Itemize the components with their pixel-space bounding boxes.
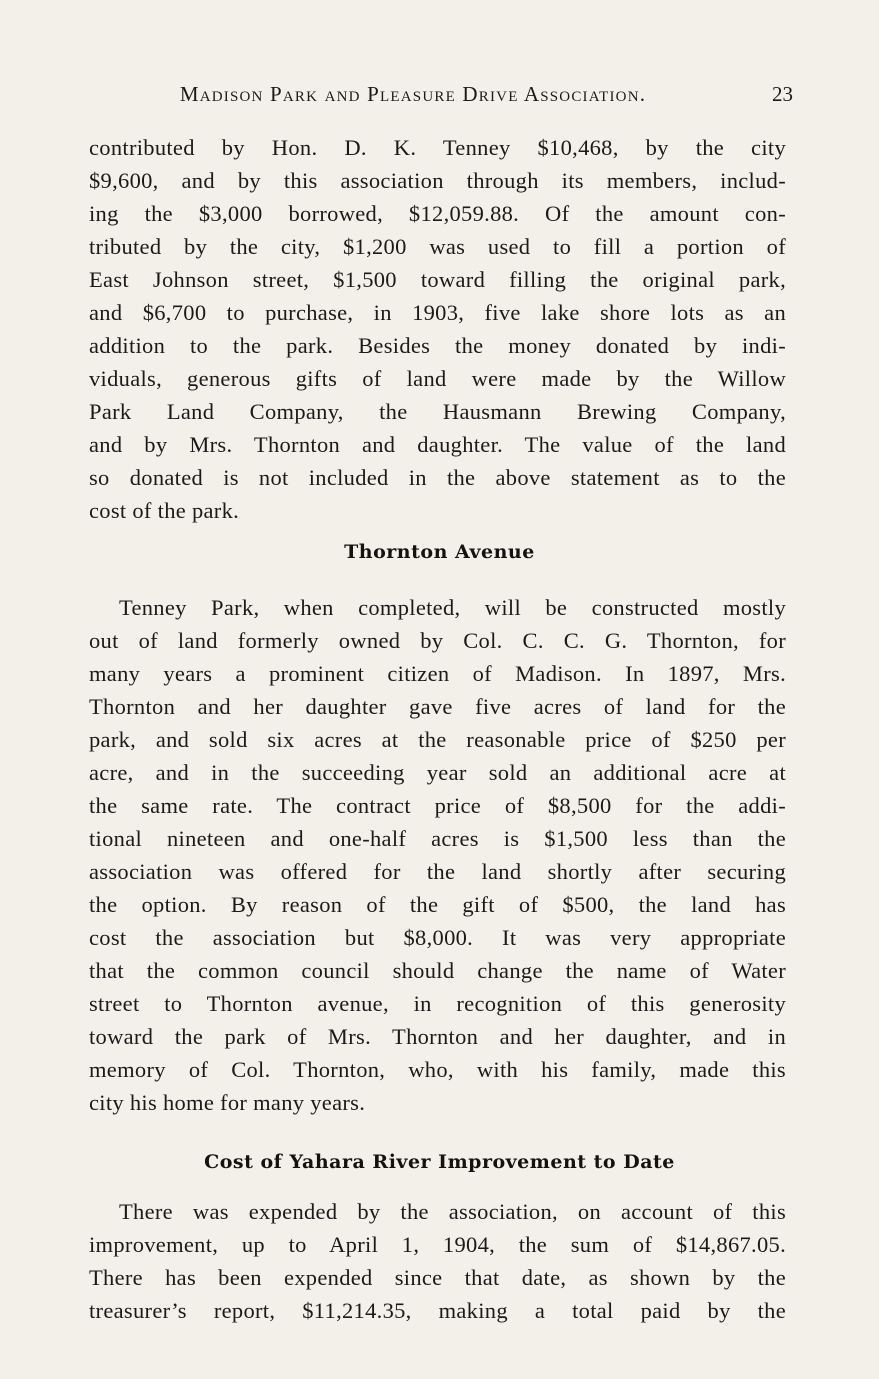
text-line: that the common council should change the name of Water [89, 958, 786, 983]
text-line: cost of the park. [89, 498, 240, 523]
text-line: and $6,700 to purchase, in 1903, five lake shore lots as an [89, 300, 786, 325]
running-title: Madison Park and Pleasure Drive Association. [179, 82, 647, 106]
text-line: the option. By reason of the gift of $500, the land has [89, 892, 786, 917]
text-line: $9,600, and by this association through its members, includ- [89, 168, 786, 193]
text-line: memory of Col. Thornton, who, with his family, made this [89, 1057, 786, 1082]
text-line: park, and sold six acres at the reasonable price of $250 per [89, 727, 786, 752]
text-line: the same rate. The contract price of $8,500 for the addi- [89, 793, 786, 818]
text-line: many years a prominent citizen of Madison. In 1897, Mrs. [89, 661, 786, 686]
page-number: 23 [772, 82, 793, 106]
text-line: There was expended by the association, on account of this [119, 1199, 786, 1224]
text-line: street to Thornton avenue, in recognition of this generosity [89, 991, 786, 1016]
text-line: improvement, up to April 1, 1904, the sum of $14,867.05. [89, 1232, 786, 1257]
text-line: so donated is not included in the above statement as to the [89, 465, 786, 490]
text-line: ing the $3,000 borrowed, $12,059.88. Of the amount con- [89, 201, 786, 226]
text-line: East Johnson street, $1,500 toward filling the original park, [89, 267, 786, 292]
text-line: tional nineteen and one-half acres is $1,500 less than the [89, 826, 786, 851]
text-line: association was offered for the land shortly after securing [89, 859, 786, 884]
text-line: toward the park of Mrs. Thornton and her daughter, and in [89, 1024, 786, 1049]
text-line: treasurer’s report, $11,214.35, making a total paid by the [89, 1298, 786, 1323]
text-line: and by Mrs. Thornton and daughter. The value of the land [89, 432, 786, 457]
text-line: acre, and in the succeeding year sold an additional acre at [89, 760, 786, 785]
section-heading-thornton-avenue: Thornton Avenue [344, 541, 535, 563]
paragraph-2 [89, 591, 786, 1119]
text-line: addition to the park. Besides the money donated by indi- [89, 333, 786, 358]
text-line: Park Land Company, the Hausmann Brewing Company, [89, 399, 786, 424]
section-heading-cost-of-yahara: Cost of Yahara River Improvement to Date [204, 1151, 675, 1173]
paragraph-3 [89, 1195, 786, 1327]
text-line: There has been expended since that date, as shown by the [89, 1265, 786, 1290]
text-line: out of land formerly owned by Col. C. C. G. Thornton, for [89, 628, 786, 653]
text-line: contributed by Hon. D. K. Tenney $10,468, by the city [89, 135, 786, 160]
running-header [88, 80, 793, 108]
text-line: city his home for many years. [89, 1090, 366, 1115]
text-line: viduals, generous gifts of land were made by the Willow [89, 366, 786, 391]
text-line: Thornton and her daughter gave five acres of land for the [89, 694, 786, 719]
text-line: Tenney Park, when completed, will be constructed mostly [119, 595, 786, 620]
text-line: cost the association but $8,000. It was very appropriate [89, 925, 786, 950]
text-line: tributed by the city, $1,200 was used to fill a portion of [89, 234, 786, 259]
paragraph-1 [89, 131, 786, 527]
